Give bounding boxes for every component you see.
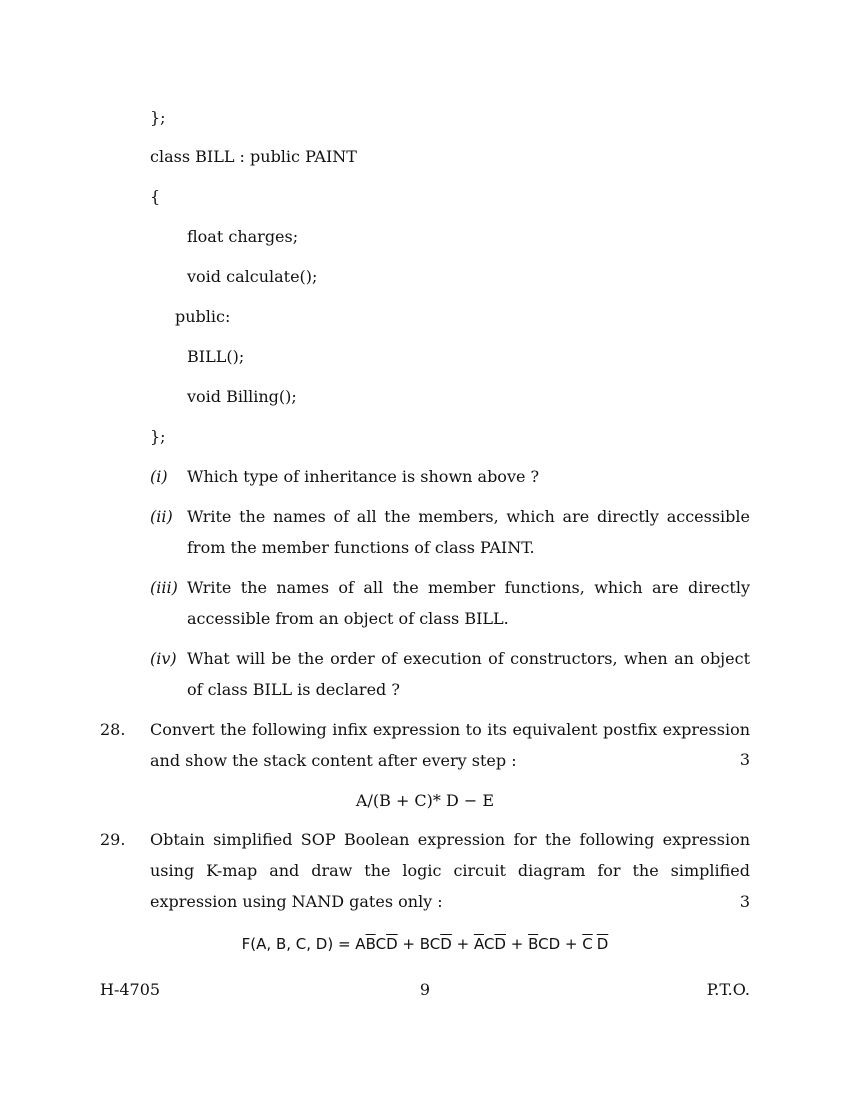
term-2-a: BC <box>419 935 441 953</box>
term-1-a: A <box>355 935 366 953</box>
plus-1: + <box>397 935 420 953</box>
infix-expression: A/(B + C)* D − E <box>355 791 495 810</box>
part-text-i: Which type of inheritance is shown above ? <box>187 467 540 486</box>
question-text-28: Convert the following infix expression to its equivalent postfix expression and show the stack content after every step : <box>150 720 750 770</box>
code-member-calculate: void calculate(); <box>187 267 318 286</box>
code-open-brace: { <box>150 187 161 206</box>
question-number-29: 29. <box>100 830 126 849</box>
footer-paper-code: H-4705 <box>100 980 161 999</box>
term-1-d: $\overline{D}$ <box>386 935 398 953</box>
code-class-declaration: class BILL : public PAINT <box>150 147 357 166</box>
question-text-29: Obtain simplified SOP Boolean expression for the following expression using K-map and draw the logic circuit diagram for the simplified expression using NAND gates only : <box>150 830 750 911</box>
part-label-i: (i) <box>150 467 168 486</box>
part-text-iv: What will be the order of execution of constructors, when an object of class BILL is declared ? <box>187 649 750 699</box>
expression-lhs: F(A, B, C, D) = <box>241 935 356 953</box>
plus-2: + <box>451 935 474 953</box>
code-member-charges: float charges; <box>187 227 299 246</box>
part-text-iii: Write the names of all the member functions, which are directly accessible from an object of class BILL. <box>187 578 750 628</box>
term-4-a: $\overline{B}$ <box>528 935 539 953</box>
term-3-a: $\overline{A}$ <box>473 935 484 953</box>
code-member-constructor: BILL(); <box>187 347 245 366</box>
plus-4: + <box>560 935 583 953</box>
part-label-ii: (ii) <box>150 507 173 526</box>
term-3-c: $\overline{D}$ <box>494 935 506 953</box>
term-5-a: $\overline{C}$ <box>582 935 593 953</box>
term-4-b: CD <box>538 935 561 953</box>
marks-28: 3 <box>739 750 750 769</box>
code-close-brace: }; <box>150 108 166 127</box>
part-label-iii: (iii) <box>150 578 178 597</box>
code-access-public: public: <box>175 307 231 326</box>
code-member-billing: void Billing(); <box>187 387 297 406</box>
marks-29: 3 <box>739 892 750 911</box>
question-number-28: 28. <box>100 720 126 739</box>
term-1-b: $\overline{B}$ <box>365 935 376 953</box>
plus-3: + <box>505 935 529 953</box>
term-2-b: $\overline{D}$ <box>440 935 452 953</box>
code-close-brace-final: }; <box>150 427 166 446</box>
footer-page-number: 9 <box>419 980 431 999</box>
term-5-b: $\overline{D}$ <box>596 935 609 953</box>
term-1-c: C <box>375 935 387 953</box>
footer-pto: P.T.O. <box>706 980 750 999</box>
part-text-ii: Write the names of all the members, which are directly accessible from the member functions of class PAINT. <box>187 507 750 557</box>
boolean-expression <box>0 934 850 954</box>
term-3-b: C <box>483 935 495 953</box>
part-label-iv: (iv) <box>150 649 177 668</box>
